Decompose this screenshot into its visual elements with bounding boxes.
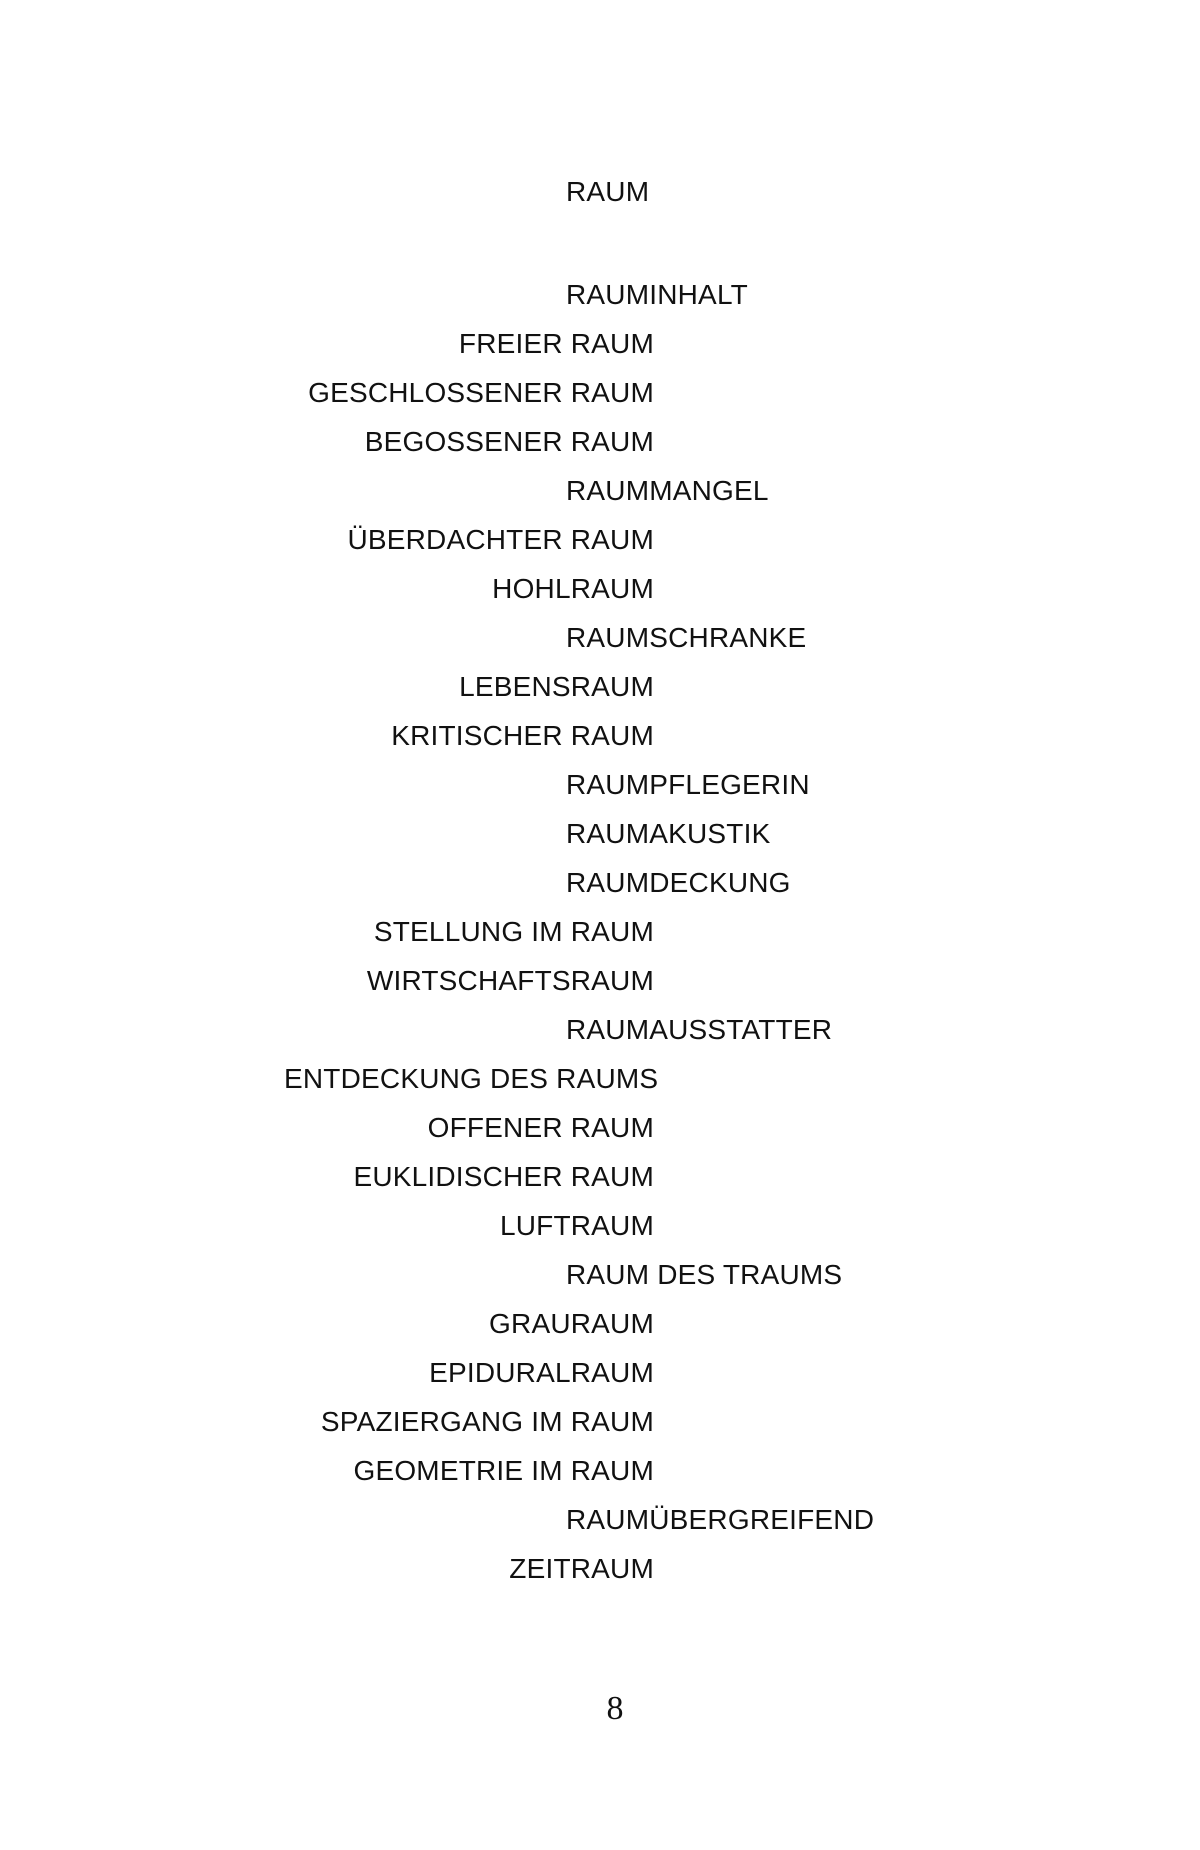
poem-line: RAUMMANGEL — [566, 475, 769, 506]
poem-line: RAUMÜBERGREIFEND — [566, 1504, 875, 1535]
poem-line: LEBENSRAUM — [459, 671, 654, 702]
poem-line: RAUM DES TRAUMS — [566, 1259, 843, 1290]
poem-line: FREIER RAUM — [458, 328, 654, 359]
poem-line: HOHLRAUM — [492, 573, 654, 604]
poem-line: OFFENER RAUM — [427, 1112, 654, 1143]
poem-title: RAUM — [566, 176, 650, 207]
poem-line: RAUMPFLEGERIN — [566, 769, 810, 800]
poem-line: ENTDECKUNG DES RAUMS — [284, 1063, 659, 1094]
poem-line: RAUMDECKUNG — [566, 867, 791, 898]
poem-line: ZEITRAUM — [509, 1553, 654, 1584]
poem-line: RAUMAUSSTATTER — [566, 1014, 833, 1045]
poem-line: EPIDURALRAUM — [429, 1357, 654, 1388]
poem-line: SPAZIERGANG IM RAUM — [320, 1406, 654, 1437]
poem-line: EUKLIDISCHER RAUM — [353, 1161, 654, 1192]
poem-line: ÜBERDACHTER RAUM — [347, 524, 654, 555]
poem-line: BEGOSSENER RAUM — [364, 426, 654, 457]
poem-line: WIRTSCHAFTSRAUM — [366, 965, 654, 996]
poem-line: GESCHLOSSENER RAUM — [308, 377, 654, 408]
poem-body — [0, 270, 1200, 1593]
poem-line: GRAURAUM — [489, 1308, 654, 1339]
poem-line: STELLUNG IM RAUM — [373, 916, 654, 947]
poem-line: RAUMINHALT — [566, 279, 748, 310]
poem-line: RAUMSCHRANKE — [566, 622, 807, 653]
poem-line: KRITISCHER RAUM — [391, 720, 654, 751]
page-number: 8 — [606, 1690, 624, 1727]
poem-line: LUFTRAUM — [499, 1210, 654, 1241]
poem-line: GEOMETRIE IM RAUM — [353, 1455, 654, 1486]
poem-line: RAUMAKUSTIK — [566, 818, 771, 849]
